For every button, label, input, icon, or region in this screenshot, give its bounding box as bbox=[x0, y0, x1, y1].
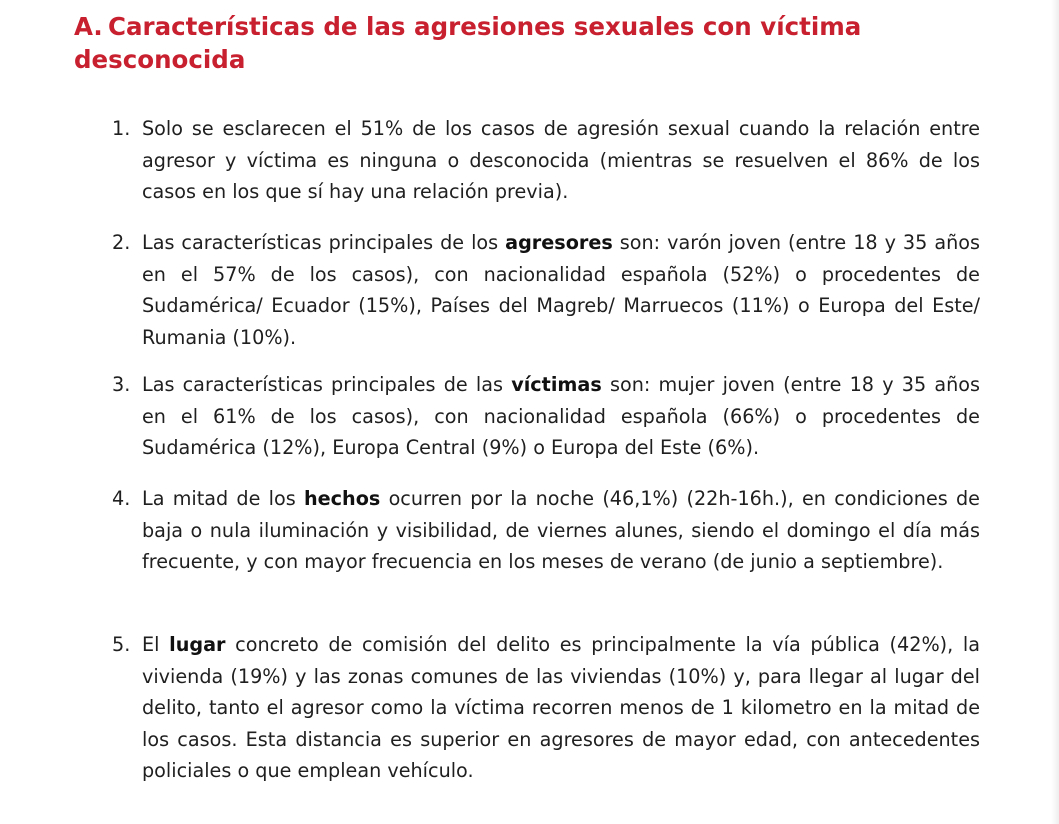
item-text-after: concreto de comisión del delito es principalmente la vía pública (42%), la vivienda (19%) y las zonas comunes de las viviendas (10%) y, para llegar al lugar del delito, tanto el agresor como la víctima recorren menos de 1 kilometro en la mitad de los casos. Esta distancia es superior en agresores de mayor edad, con antecedentes policiales o que emplean vehículo. bbox=[142, 633, 981, 782]
item-text-after: son: mujer joven (entre 18 y 35 años en el 61% de los casos), con nacionalidad española (66%) o procedentes de Sudamérica (12%), Europa Central (9%) o Europa del Este (6%). bbox=[142, 373, 980, 459]
item-text-bold: hechos bbox=[304, 487, 381, 510]
list-item bbox=[112, 227, 980, 353]
item-text-bold: lugar bbox=[169, 633, 226, 656]
section-letter: A. bbox=[74, 12, 103, 41]
item-number: 5. bbox=[112, 633, 131, 656]
item-text-before: Las características principales de las bbox=[142, 373, 512, 396]
item-text bbox=[142, 113, 980, 208]
item-number: 2. bbox=[112, 231, 131, 254]
item-text bbox=[142, 483, 980, 578]
item-number: 4. bbox=[112, 487, 131, 510]
item-text-bold: víctimas bbox=[511, 373, 602, 396]
item-text-before: Solo se esclarecen el 51% de los casos de agresión sexual cuando la relación entre agresor y víctima es ninguna o desconocida (mientras se resuelven el 86% de los casos en los que sí hay una relación previa). bbox=[142, 117, 980, 203]
item-text bbox=[142, 369, 980, 464]
item-number: 3. bbox=[112, 373, 131, 396]
item-text bbox=[142, 227, 980, 353]
item-text-after: ocurren por la noche (46,1%) (22h-16h.), en condiciones de baja o nula iluminación y visibilidad, de viernes alunes, siendo el domingo el día más frecuente, y con mayor frecuencia en los meses de verano (de junio a septiembre). bbox=[142, 487, 980, 573]
list-item bbox=[112, 483, 980, 578]
section-heading bbox=[74, 10, 934, 76]
item-text-bold: agresores bbox=[505, 231, 613, 254]
item-text-before: Las características principales de los bbox=[142, 231, 506, 254]
item-text-before: El bbox=[142, 633, 170, 656]
item-text-after: son: varón joven (entre 18 y 35 años en el 57% de los casos), con nacionalidad española (52%) o procedentes de Sudamérica/ Ecuador (15%), Países del Magreb/ Marruecos (11%) o Europa del Este/ Rumania (10%). bbox=[142, 231, 980, 349]
item-number: 1. bbox=[112, 117, 131, 140]
item-text bbox=[142, 629, 980, 787]
page-edge-shadow bbox=[1051, 0, 1059, 824]
item-text-before: La mitad de los bbox=[142, 487, 304, 510]
list-item bbox=[112, 369, 980, 464]
list-item bbox=[112, 113, 980, 208]
list-item bbox=[112, 629, 980, 787]
section-title: Características de las agresiones sexuales con víctima desconocida bbox=[74, 12, 862, 74]
